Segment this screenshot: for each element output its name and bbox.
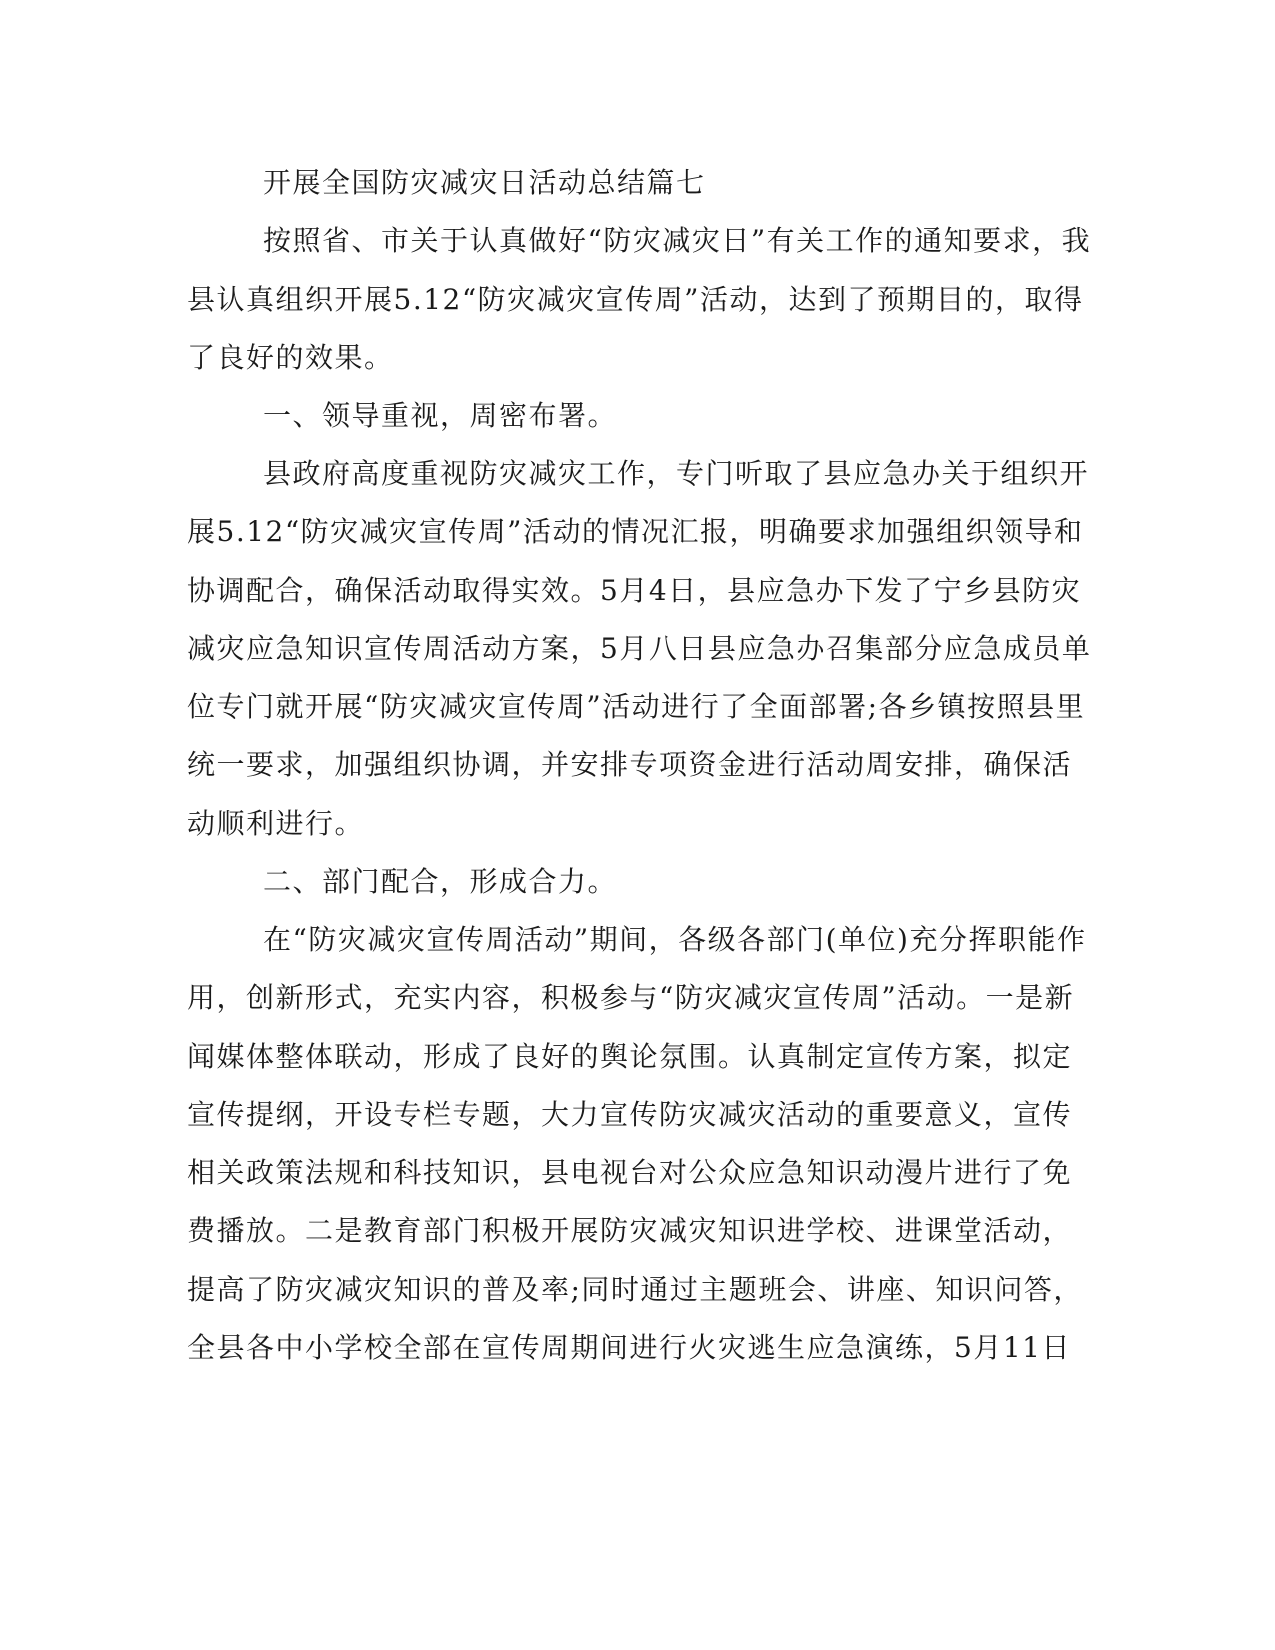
paragraph-3-line-2: 用，创新形式，充实内容，积极参与“防灾减灾宣传周”活动。一是新 [187,981,1075,1014]
paragraph-3-line-6: 费播放。二是教育部门积极开展防灾减灾知识进学校、进课堂活动， [187,1214,1073,1247]
paragraph-2-line-3: 协调配合，确保活动取得实效。5月4日，县应急办下发了宁乡县防灾 [187,574,1082,607]
paragraph-3-line-5: 相关政策法规和科技知识，县电视台对公众应急知识动漫片进行了免 [187,1156,1073,1189]
paragraph-2-line-2: 展5.12“防灾减灾宣传周”活动的情况汇报，明确要求加强组织领导和 [187,515,1084,548]
paragraph-2-line-6: 统一要求，加强组织协调，并安排专项资金进行活动周安排，确保活 [187,748,1073,781]
paragraph-1-line-3: 了良好的效果。 [187,341,394,374]
paragraph-2-line-1: 县政府高度重视防灾减灾工作，专门听取了县应急办关于组织开 [263,457,1090,490]
paragraph-3-line-3: 闻媒体整体联动，形成了良好的舆论氛围。认真制定宣传方案，拟定 [187,1040,1073,1073]
paragraph-2-line-4: 减灾应急知识宣传周活动方案，5月八日县应急办召集部分应急成员单 [187,632,1092,665]
section-heading-1: 一、领导重视，周密布署。 [263,399,618,432]
document-title: 开展全国防灾减灾日活动总结篇七 [263,166,706,199]
paragraph-2-line-5: 位专门就开展“防灾减灾宣传周”活动进行了全面部署;各乡镇按照县里 [187,690,1086,723]
paragraph-3-line-4: 宣传提纲，开设专栏专题，大力宣传防灾减灾活动的重要意义，宣传 [187,1098,1073,1131]
paragraph-2-line-7: 动顺利进行。 [187,807,365,840]
paragraph-1-line-2: 县认真组织开展5.12“防灾减灾宣传周”活动，达到了预期目的，取得 [187,283,1084,316]
paragraph-3-line-8: 全县各中小学校全部在宣传周期间进行火灾逃生应急演练，5月11日 [187,1331,1071,1364]
paragraph-3-line-7: 提高了防灾减灾知识的普及率;同时通过主题班会、讲座、知识问答， [187,1273,1083,1306]
section-heading-2: 二、部门配合，形成合力。 [263,865,618,898]
paragraph-3-line-1: 在“防灾减灾宣传周活动”期间，各级各部门(单位)充分挥职能作 [263,923,1087,956]
paragraph-1-line-1: 按照省、市关于认真做好“防灾减灾日”有关工作的通知要求，我 [263,224,1092,257]
